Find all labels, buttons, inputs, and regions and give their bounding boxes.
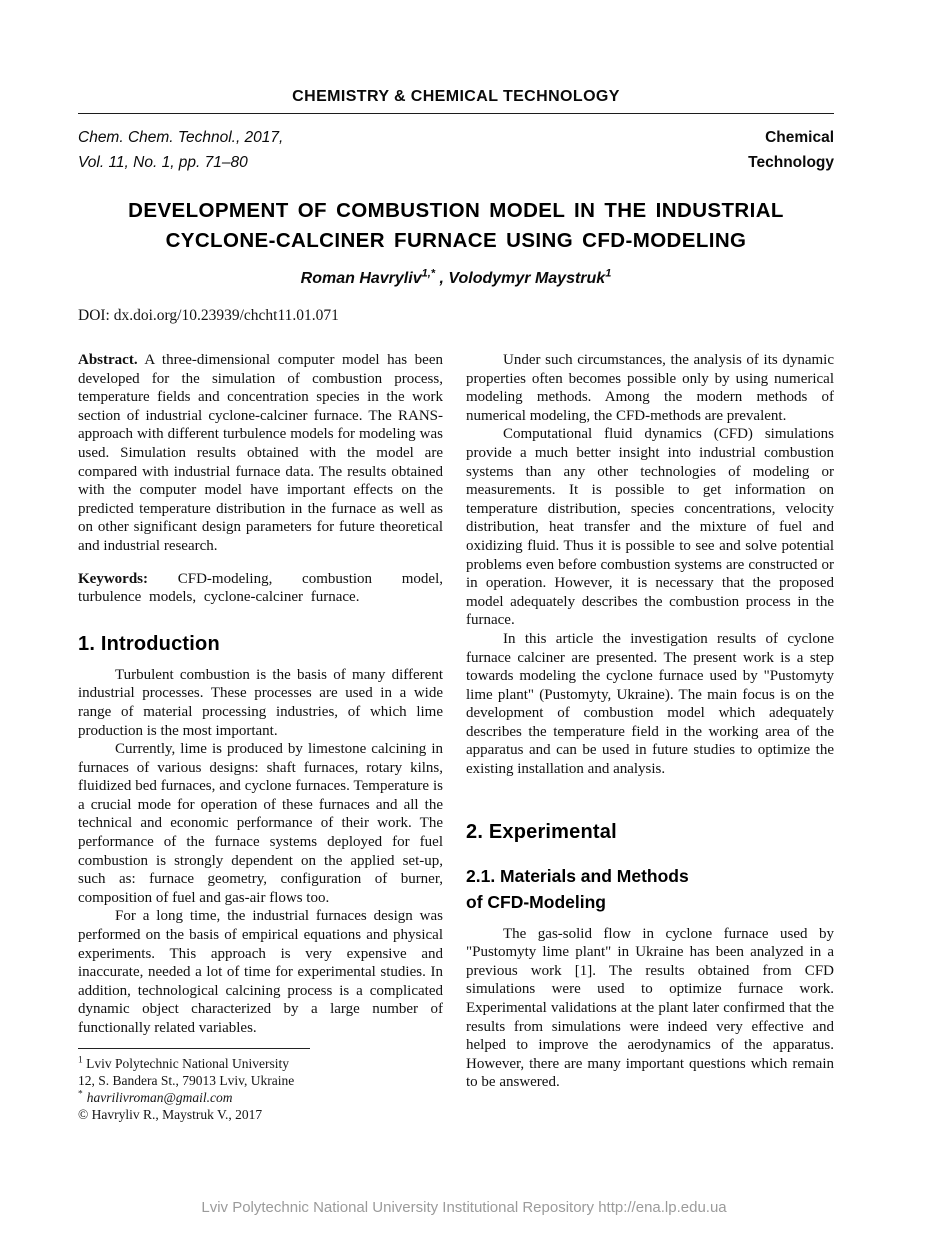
introduction-paragraph-3: For a long time, the industrial furnaces design was performed on the basis of empirical equations and physical experiments. This approach is very expensive and inaccurate, needed a lot of time for experimental studies. In addition, technological calcining process is a complicated dynamic object characterized by a large number of functionally related variables. <box>78 908 443 1036</box>
citation-line-1: Chem. Chem. Technol., 2017, <box>78 129 284 146</box>
footnote-affiliation-text: Lviv Polytechnic National University <box>86 1055 289 1071</box>
section-2-1-heading-line-2: of CFD-Modeling <box>466 891 606 912</box>
right-column <box>466 351 834 1123</box>
header-rule <box>78 113 834 114</box>
author-1-name: Roman Havryliv <box>300 270 422 287</box>
two-column-body <box>78 351 834 1123</box>
abstract-paragraph <box>78 351 443 556</box>
repository-footer: Lviv Polytechnic National University Institutional Repository http://ena.lp.edu.ua <box>201 1199 727 1216</box>
right-paragraph-1: Under such circumstances, the analysis of its dynamic properties often becomes possible only by using numerical modeling methods. Among the modern methods of numerical modeling, the CFD-methods are prevalent. <box>466 352 834 424</box>
journal-series-title: CHEMISTRY & CHEMICAL TECHNOLOGY <box>292 88 620 105</box>
authors-line <box>78 269 834 289</box>
footnote-address: 12, S. Bandera St., 79013 Lviv, Ukraine <box>78 1072 295 1088</box>
journal-name-line-1: Chemical <box>765 129 834 146</box>
citation-line-2: Vol. 11, No. 1, pp. 71–80 <box>78 154 248 171</box>
footnote-divider <box>78 1048 310 1049</box>
footnote-copyright: © Havryliv R., Maystruk V., 2017 <box>78 1106 263 1122</box>
keywords-label: Keywords: <box>78 570 148 587</box>
article-title-line-2: CYCLONE-CALCINER FURNACE USING CFD-MODELING <box>165 229 747 252</box>
keywords-paragraph <box>78 570 443 607</box>
section-2-1-heading-line-1: 2.1. Materials and Methods <box>466 865 689 886</box>
right-paragraph-4: The gas-solid flow in cyclone furnace used by "Pustomyty lime plant" in Ukraine has been analyzed in a previous work [1]. The results obtained from CFD simulations were used to optimize furnace work. Experimental validations at the plant later confirmed that the results from simulations were indeed very effective and helped to improve the aerodynamics of the apparatus. However, there are many important questions which remain to be answered. <box>466 925 834 1091</box>
author-2-name: Volodymyr Maystruk <box>448 270 606 287</box>
footnote-block <box>78 1048 443 1123</box>
right-paragraph-2: Computational fluid dynamics (CFD) simulations provide a much better insight into industrial combustion systems than any other technologies of modeling or measurements. It is possible to get information on temperature distribution, species concentrations, velocity distribution, heat transfer and the mixture of fuel and oxidizing fluid. Thus it is possible to see and solve potential problems even before combustion systems are constructed or in operation. However, it is necessary that the proposed model adequately describes the combustion process in the furnace. <box>466 426 834 629</box>
footnote-affiliation-marker: 1 <box>78 1055 83 1066</box>
section-2-heading: 2. Experimental <box>466 820 617 843</box>
keywords-text: CFD-modeling, combustion model, turbulence models, cyclone-calciner furnace. <box>78 570 444 606</box>
left-column <box>78 351 443 1123</box>
authors-separator: , <box>435 270 449 287</box>
footnote-email-line <box>78 1089 443 1106</box>
abstract-text: A three-dimensional computer model has been developed for the simulation of combustion process, temperature fields and concentration species in the work section of industrial cyclone-calciner furnace. The RANS-approach with different turbulence models for modeling was used. Simulation results obtained with the model are compared with industrial furnace data. The results obtained with the computer model have important effects on the predicted temperature distribution in the furnace as well as on other significant design parameters for future theoretical and industrial research. <box>78 352 443 554</box>
article-title <box>78 196 834 256</box>
author-2-affiliation-marker: 1 <box>605 267 612 280</box>
journal-name <box>748 125 834 175</box>
page-content <box>78 0 834 1123</box>
journal-reference-row <box>78 125 834 175</box>
footnote-email-marker: * <box>78 1089 83 1100</box>
right-paragraph-3: In this article the investigation results of cyclone furnace calciner are presented. The present work is a step towards modeling the cyclone furnace used by "Pustomyty lime plant" (Pustomyty, Ukraine). The main focus is on the development of combustion model which adequately describes the temperature field in the working area of the apparatus and can be used in future studies to optimize the existing installation and analysis. <box>466 630 834 778</box>
author-1-affiliation-marker: 1,* <box>421 267 436 280</box>
footnote-affiliation <box>78 1055 443 1072</box>
article-title-line-1: DEVELOPMENT OF COMBUSTION MODEL IN THE INDUSTRIAL <box>128 199 784 222</box>
introduction-paragraph-1: Turbulent combustion is the basis of many different industrial processes. These processes are used in a wide range of material processing industries, of which lime production is the most important. <box>78 666 443 739</box>
footnote-email: havrilivroman@gmail.com <box>86 1089 233 1105</box>
journal-citation <box>78 125 283 175</box>
doi-line: DOI: dx.doi.org/10.23939/chcht11.01.071 <box>78 307 339 324</box>
abstract-label: Abstract. <box>78 352 138 368</box>
introduction-paragraph-2: Currently, lime is produced by limestone calcining in furnaces of various designs: shaft furnaces, rotary kilns, fluidized bed furnaces, and cyclone furnaces. Temperature is a crucial mode for operation of these furnaces and all the technical and economic performance of their work. The performance of the furnace systems deployed for fuel combustion is strongly dependent on the applied set-up, such as: furnace geometry, configuration of burner, composition of fuel and gas-air flows too. <box>78 741 443 906</box>
journal-name-line-2: Technology <box>748 154 834 171</box>
section-2-1-heading <box>466 863 834 915</box>
section-1-heading: 1. Introduction <box>78 632 220 655</box>
